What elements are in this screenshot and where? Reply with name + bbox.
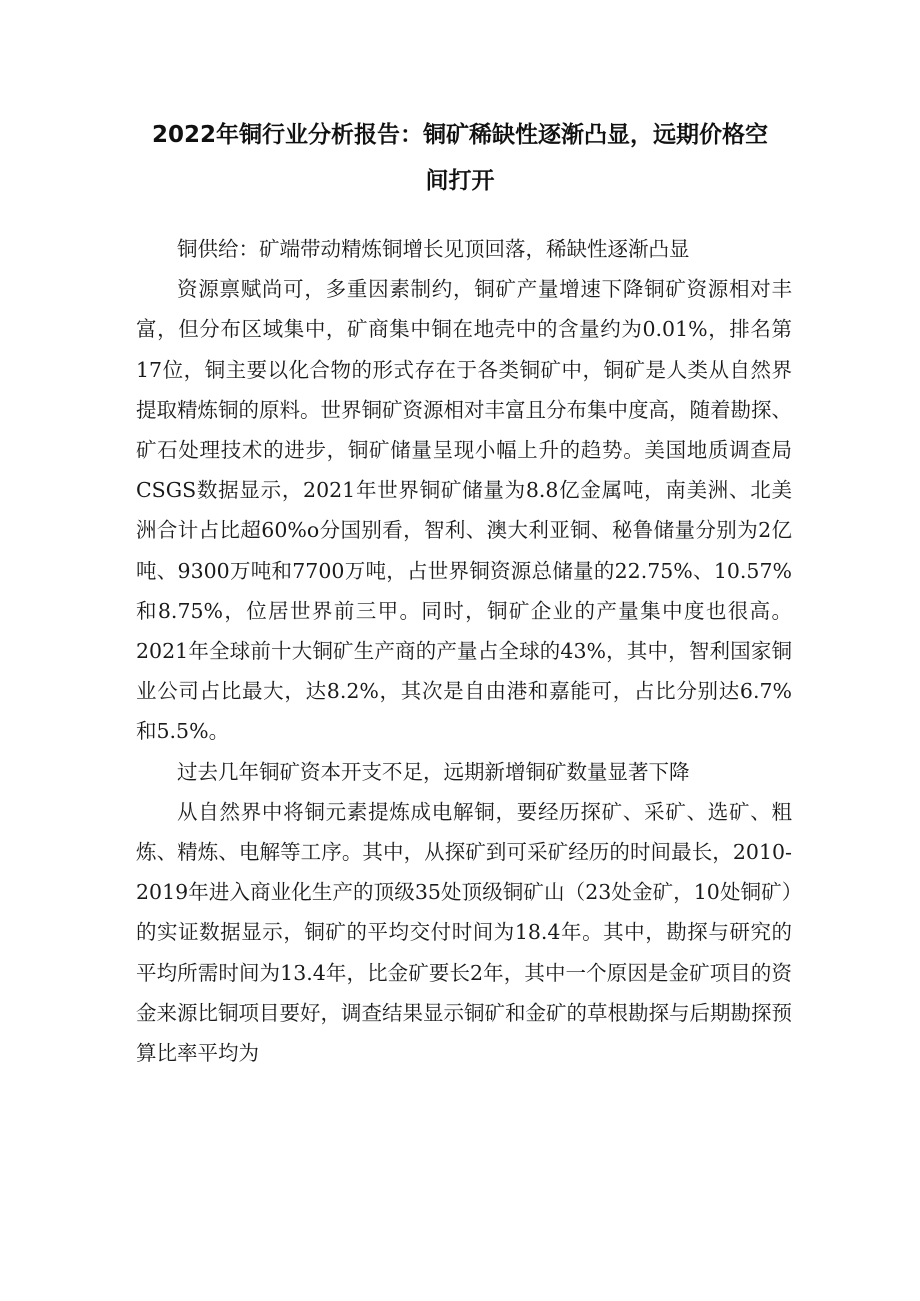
document-body [136, 229, 792, 1073]
section-heading-capex: 过去几年铜矿资本开支不足，远期新增铜矿数量显著下降 [177, 759, 690, 784]
section-heading-copy-supply: 铜供给：矿端带动精炼铜增长见顶回落，稀缺性逐渐凸显 [177, 237, 690, 261]
paragraph-copy-resources: 资源禀赋尚可，多重因素制约，铜矿产量增速下降铜矿资源相对丰富，但分布区域集中，矿商集中铜在地壳中的含量约为0.01%，排名第17位，铜主要以化合物的形式存在于各类铜矿中，铜矿是人类从自然界提取精炼铜的原料。世界铜矿资源相对丰富且分布集中度高，随着勘探、矿石处理技术的进步，铜矿储量呈现小幅上升的趋势。美国地质调查局CSGS数据显示，2021年世界铜矿储量为8.8亿金属吨，南美洲、北美洲合计占比超60%o分国别看，智利、澳大利亚铜、秘鲁储量分别为2亿吨、9300万吨和7700万吨，占世界铜资源总储量的22.75%、10.57%和8.75%，位居世界前三甲。同时，铜矿企业的产量集中度也很高。2021年全球前十大铜矿生产商的产量占全球的43%，其中，智利国家铜业公司占比最大，达8.2%，其次是自由港和嘉能可，占比分别达6.7%和5.5%。 [136, 277, 792, 744]
document-title: 2022年铜行业分析报告：铜矿稀缺性逐渐凸显，远期价格空间打开 [151, 122, 768, 194]
paragraph-refining-process: 从自然界中将铜元素提炼成电解铜，要经历探矿、采矿、选矿、粗炼、精炼、电解等工序。其中，从探矿到可采矿经历的时间最长，2010-2019年进入商业化生产的顶级35处顶级铜矿山（23处金矿，10处铜矿）的实证数据显示，铜矿的平均交付时间为18.4年。其中，勘探与研究的平均所需时间为13.4年，比金矿要长2年，其中一个原因是金矿项目的资金来源比铜项目要好，调查结果显示铜矿和金矿的草根勘探与后期勘探预算比率平均为 [136, 799, 792, 1066]
